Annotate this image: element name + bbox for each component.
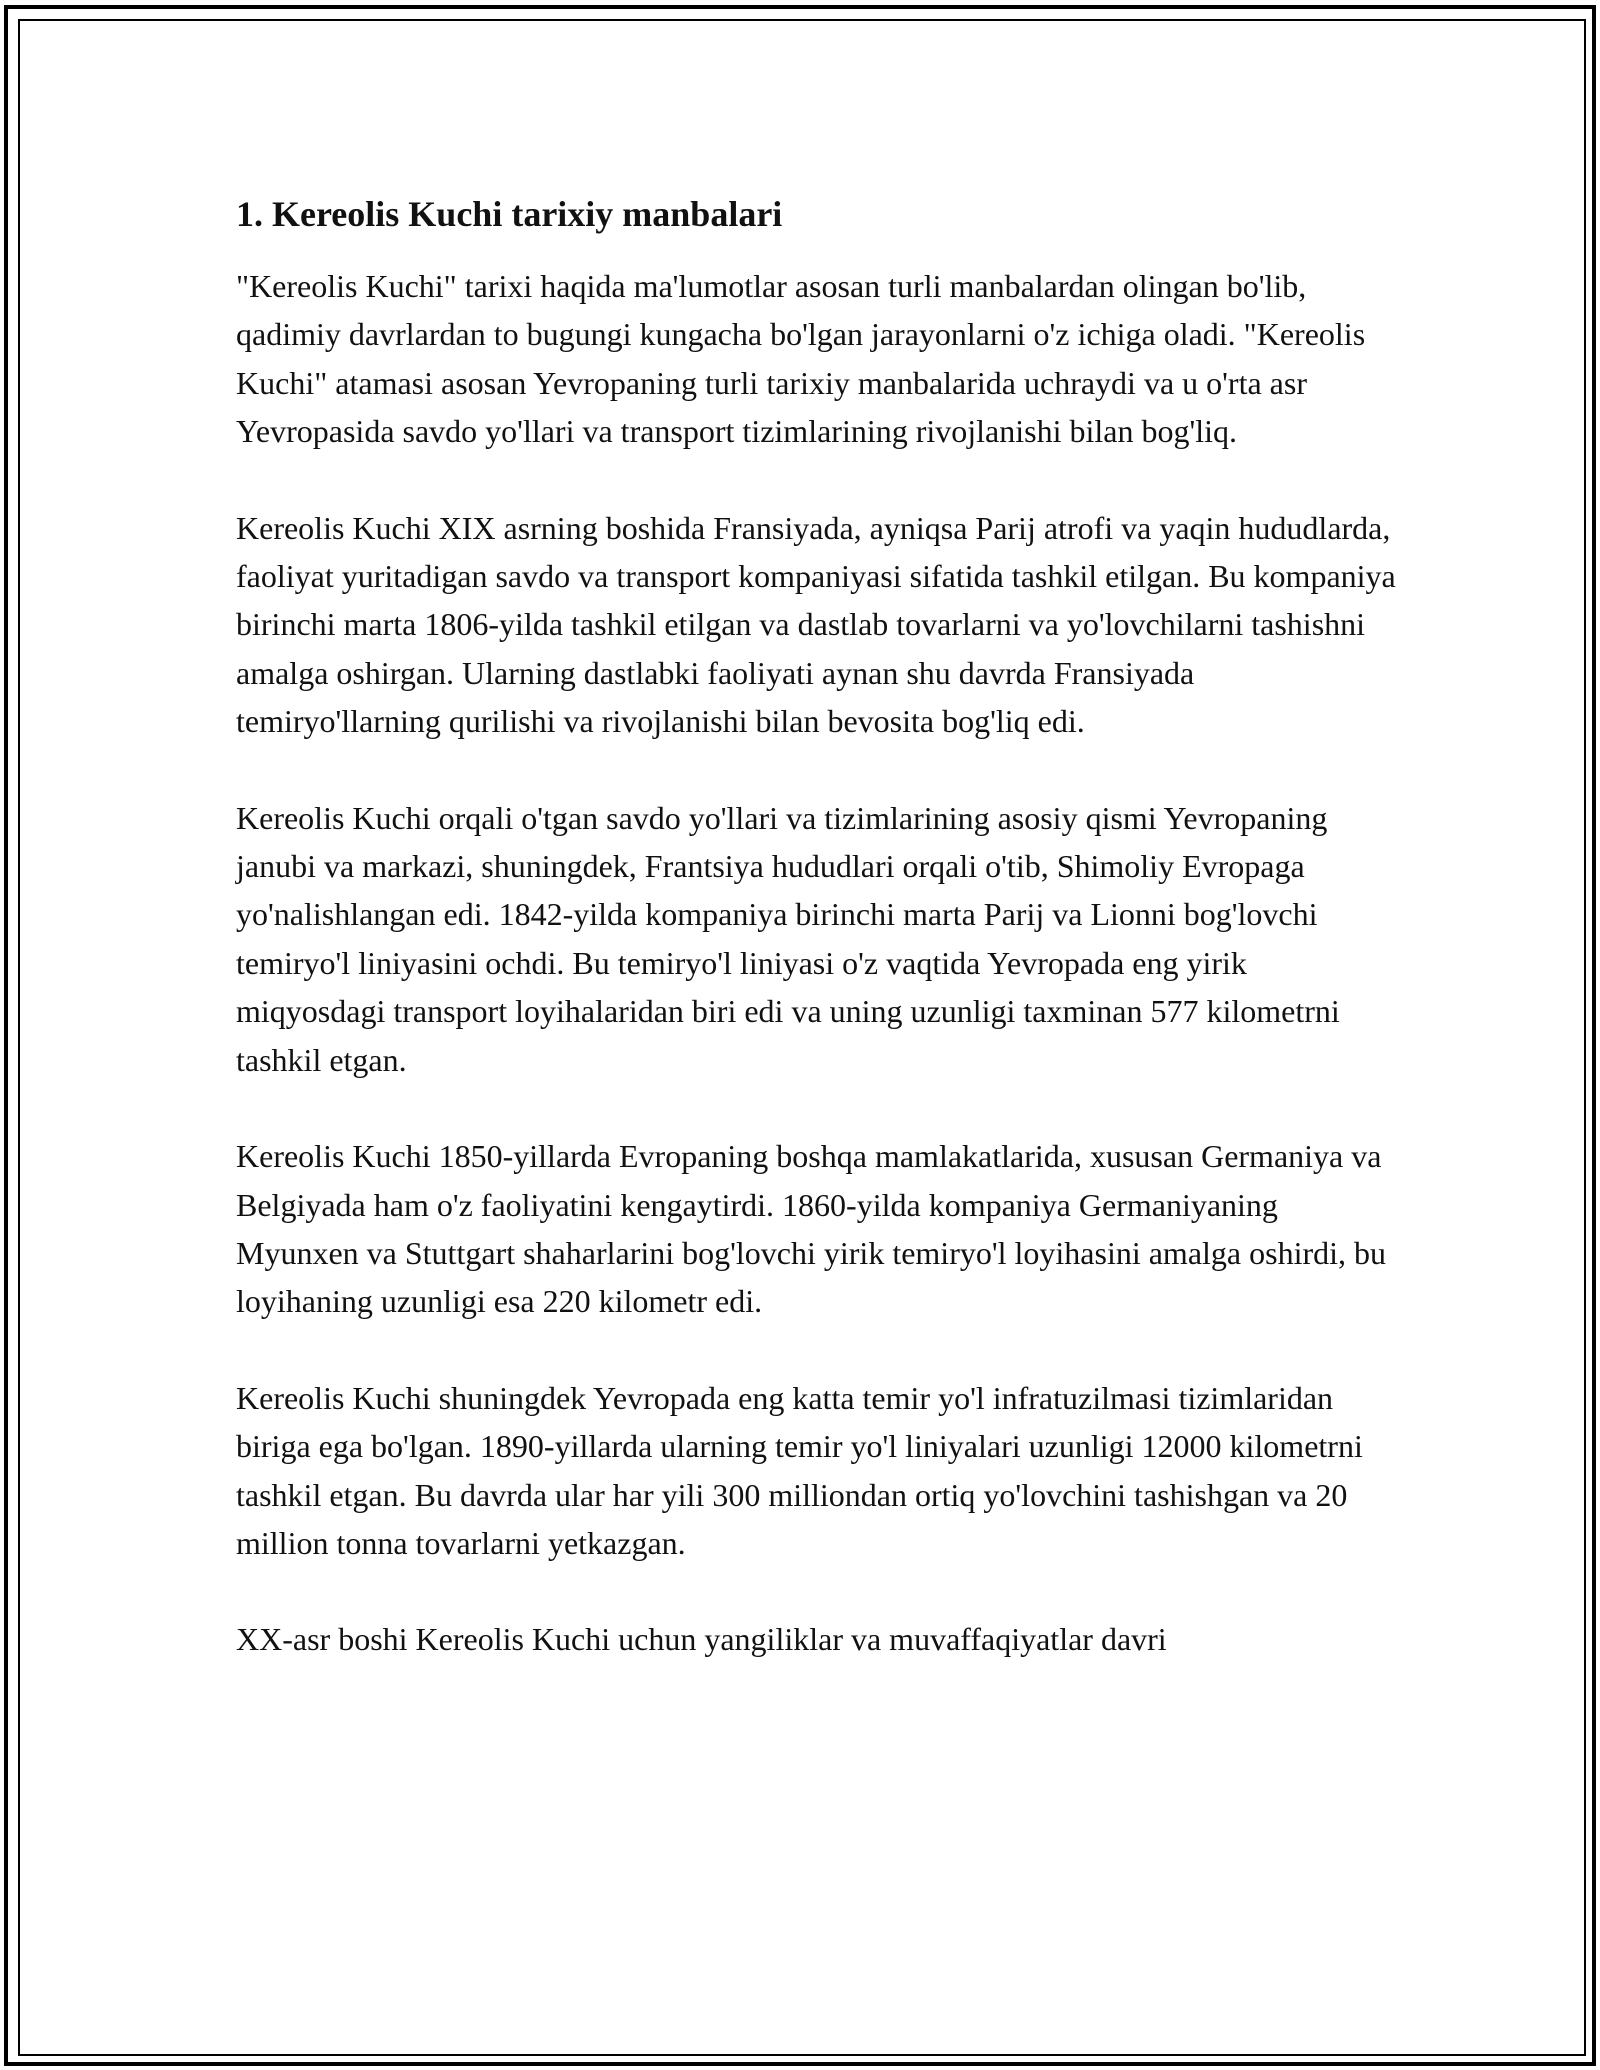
paragraph-5: Kereolis Kuchi shuningdek Yevropada eng katta temir yo'l infratuzilmasi tizimlaridan biriga ega bo'lgan. 1890-yillarda ularning temir yo'l liniyalari uzunligi 12000 kilometrni tashkil etgan. Bu davrda ular har yili 300 milliondan ortiq yo'lovchini tashishgan va 20 million tonna tovarlarni yetkazgan. xyxy=(236,1379,1363,1561)
document-body xyxy=(236,186,1396,1712)
paragraph-4: Kereolis Kuchi 1850-yillarda Evropaning boshqa mamlakatlarida, xususan Germaniya va Belgiyada ham o'z faoliyatini kengaytirdi. 1860-yilda kompaniya Germaniyaning Myunxen va Stuttgart shaharlarini bog'lovchi yirik temiryo'l loyihasini amalga oshirdi, bu loyihaning uzunligi esa 220 kilometr edi. xyxy=(236,1138,1386,1320)
paragraph-1: "Kereolis Kuchi" tarixi haqida ma'lumotlar asosan turli manbalardan olingan bo'lib, qadimiy davrlardan to bugungi kungacha bo'lgan jarayonlarni o'z ichiga oladi. "Kereolis Kuchi" atamasi asosan Yevropaning turli tarixiy manbalarida uchraydi va u o'rta asr Yevropasida savdo yo'llari va transport tizimlarining rivojlanishi bilan bog'liq. xyxy=(236,268,1366,450)
paragraph-6: XX-asr boshi Kereolis Kuchi uchun yangiliklar va muvaffaqiyatlar davri xyxy=(236,1621,1167,1658)
section-heading: 1. Kereolis Kuchi tarixiy manbalari xyxy=(236,194,783,234)
paragraph-2: Kereolis Kuchi XIX asrning boshida Fransiyada, ayniqsa Parij atrofi va yaqin hududlarda, faoliyat yuritadigan savdo va transport kompaniyasi sifatida tashkil etilgan. Bu kompaniya birinchi marta 1806-yilda tashkil etilgan va dastlab tovarlarni va yo'lovchilarni tashishni amalga oshirgan. Ularning dastlabki faoliyati aynan shu davrda Fransiyada temiryo'llarning qurilishi va rivojlanishi bilan bevosita bog'liq edi. xyxy=(236,509,1396,740)
paragraph-3: Kereolis Kuchi orqali o'tgan savdo yo'llari va tizimlarining asosiy qismi Yevropaning janubi va markazi, shuningdek, Frantsiya hududlari orqali o'tib, Shimoliy Evropaga yo'nalishlangan edi. 1842-yilda kompaniya birinchi marta Parij va Lionni bog'lovchi temiryo'l liniyasini ochdi. Bu temiryo'l liniyasi o'z vaqtida Yevropada eng yirik miqyosdagi transport loyihalaridan biri edi va uning uzunligi taxminan 577 kilometrni tashkil etgan. xyxy=(236,799,1340,1078)
